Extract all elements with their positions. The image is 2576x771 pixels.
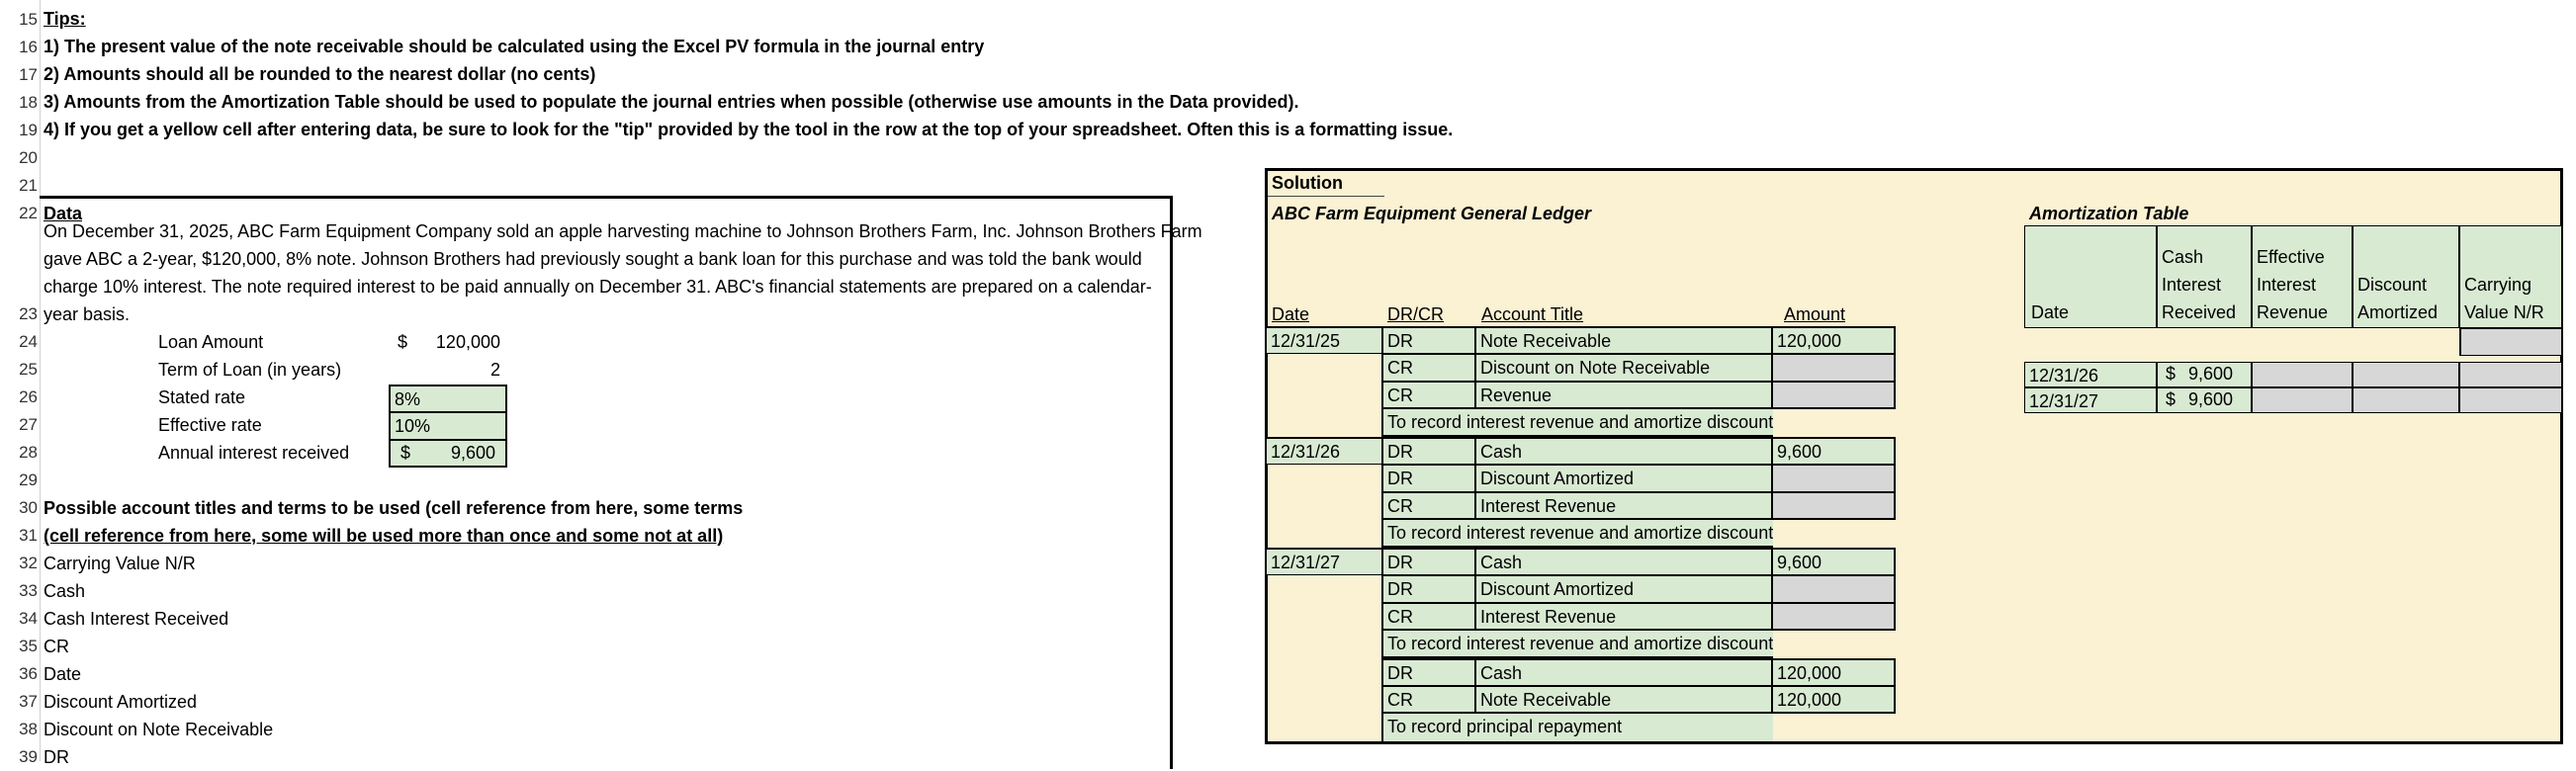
amort-carrying-cell[interactable]: [2459, 362, 2561, 387]
tip-item: 1) The present value of the note receivable should be calculated using the Excel PV formula in the journal entry: [44, 37, 985, 56]
entry-account-cell[interactable]: Interest Revenue: [1474, 603, 1773, 631]
solution-title: Solution: [1272, 173, 1343, 193]
annual-interest-currency: $: [400, 443, 411, 463]
row-number: 27: [19, 415, 38, 434]
amort-header-text: Received: [2162, 302, 2237, 322]
entry-amount-cell[interactable]: 120,000: [1771, 326, 1896, 354]
solution-title-divider: [1268, 196, 1384, 197]
amort-discount-cell[interactable]: [2353, 362, 2459, 387]
row-number: 35: [19, 637, 38, 655]
term-list-item[interactable]: Cash: [44, 581, 86, 601]
entry-drcr-cell[interactable]: CR: [1381, 492, 1476, 520]
entry-date-cell[interactable]: 12/31/27: [1267, 548, 1383, 575]
amort-date-cell[interactable]: 12/31/27: [2024, 387, 2157, 413]
entry-amount-cell[interactable]: [1771, 603, 1896, 631]
row-number: 32: [19, 554, 38, 572]
amort-cash-cell[interactable]: [2157, 362, 2252, 387]
amort-header-date: [2024, 225, 2157, 328]
term-list-item[interactable]: Date: [44, 664, 82, 684]
row-number: 29: [19, 471, 38, 489]
row-number: 38: [19, 720, 38, 738]
term-list-item[interactable]: Carrying Value N/R: [44, 554, 196, 573]
row-number: 28: [19, 443, 38, 462]
ledger-header-amount: Amount: [1784, 304, 1846, 324]
entry-drcr-cell[interactable]: DR: [1381, 326, 1476, 354]
entry-amount-cell[interactable]: 9,600: [1771, 548, 1896, 575]
entry-drcr-cell[interactable]: CR: [1381, 382, 1476, 409]
amort-header-text: Carrying: [2464, 275, 2532, 295]
tip-item: 4) If you get a yellow cell after entering data, be sure to look for the "tip" provided by the tool in the row at the top of your spreadsheet. Often this is a formatting issue.: [44, 120, 1454, 139]
row-number: 33: [19, 581, 38, 600]
effective-rate-input[interactable]: 10%: [389, 412, 507, 440]
row-number: 15: [19, 10, 38, 29]
term-value[interactable]: 2: [489, 360, 500, 380]
ledger-header-date: Date: [1272, 304, 1310, 324]
entry-date-cell[interactable]: 12/31/25: [1267, 326, 1383, 354]
row-number: 31: [19, 526, 38, 545]
entry-memo[interactable]: To record interest revenue and amortize discount: [1381, 631, 1773, 658]
amort-discount-cell[interactable]: [2353, 387, 2459, 413]
entry-amount-cell[interactable]: [1771, 575, 1896, 603]
term-label: Term of Loan (in years): [158, 360, 342, 380]
term-list-item[interactable]: DR: [44, 747, 69, 767]
term-list-item[interactable]: Discount on Note Receivable: [44, 720, 274, 739]
row-number: 22: [19, 204, 38, 222]
entry-amount-cell[interactable]: [1771, 354, 1896, 382]
row-number: 23: [19, 304, 38, 323]
ledger-header-account: Account Title: [1481, 304, 1584, 324]
amort-date-cell[interactable]: 12/31/26: [2024, 362, 2157, 387]
entry-drcr-cell[interactable]: DR: [1381, 437, 1476, 465]
entry-account-cell[interactable]: Cash: [1474, 658, 1773, 686]
entry-drcr-cell[interactable]: CR: [1381, 686, 1476, 714]
amort-header-text: Revenue: [2257, 302, 2329, 322]
entry-date-cell[interactable]: 12/31/26: [1267, 437, 1383, 465]
tips-title: Tips:: [44, 9, 86, 29]
stated-rate-input[interactable]: 8%: [389, 385, 507, 412]
data-paragraph-line: year basis.: [44, 304, 131, 324]
row-number: 36: [19, 664, 38, 683]
amort-header-cash: [2157, 225, 2252, 328]
amort-header-text: Discount: [2357, 275, 2428, 295]
entry-account-cell[interactable]: Discount Amortized: [1474, 465, 1773, 492]
amort-cash-value: 9,600: [2187, 364, 2233, 384]
amort-header-text: Interest: [2257, 275, 2317, 295]
entry-drcr-cell[interactable]: DR: [1381, 658, 1476, 686]
entry-amount-cell[interactable]: [1771, 382, 1896, 409]
annual-interest-input[interactable]: [389, 440, 507, 468]
term-list-item[interactable]: Discount Amortized: [44, 692, 198, 712]
data-title: Data: [44, 204, 83, 223]
stated-rate-label: Stated rate: [158, 387, 246, 407]
ledger-header-drcr: DR/CR: [1387, 304, 1444, 324]
entry-account-cell[interactable]: Discount on Note Receivable: [1474, 354, 1773, 382]
effective-rate-label: Effective rate: [158, 415, 262, 435]
amort-header-carrying: [2459, 225, 2561, 328]
row-number: 20: [19, 148, 38, 167]
entry-account-cell[interactable]: Note Receivable: [1474, 326, 1773, 354]
entry-account-cell[interactable]: Interest Revenue: [1474, 492, 1773, 520]
row-number: 25: [19, 360, 38, 379]
entry-amount-cell[interactable]: 120,000: [1771, 686, 1896, 714]
row-number: 37: [19, 692, 38, 711]
amort-cash-currency: $: [2166, 364, 2176, 384]
entry-drcr-cell[interactable]: CR: [1381, 603, 1476, 631]
amort-header-discount: [2353, 225, 2459, 328]
row-number: 39: [19, 747, 38, 766]
row-number: 26: [19, 387, 38, 406]
row-number: 17: [19, 65, 38, 84]
row-number: 21: [19, 176, 38, 195]
row-number: 18: [19, 93, 38, 112]
term-list-item[interactable]: Cash Interest Received: [44, 609, 229, 629]
row-number: 16: [19, 38, 38, 56]
amort-header-date-text: Date: [2031, 302, 2070, 322]
entry-drcr-cell[interactable]: DR: [1381, 465, 1476, 492]
entry-drcr-cell[interactable]: DR: [1381, 575, 1476, 603]
ledger-title: ABC Farm Equipment General Ledger: [1272, 204, 1592, 223]
entry-account-cell[interactable]: Cash: [1474, 548, 1773, 575]
data-paragraph-line: gave ABC a 2-year, $120,000, 8% note. Johnson Brothers had previously sought a bank loan for this purchase and was told the bank would: [44, 249, 1142, 269]
amort-header-text: Amortized: [2357, 302, 2439, 322]
entry-amount-cell[interactable]: [1771, 465, 1896, 492]
entry-account-cell[interactable]: Discount Amortized: [1474, 575, 1773, 603]
entry-drcr-cell[interactable]: CR: [1381, 354, 1476, 382]
entry-memo[interactable]: To record principal repayment: [1381, 714, 1773, 741]
row-number: 19: [19, 121, 38, 139]
amort-initial-carrying-cell[interactable]: [2459, 328, 2561, 356]
amort-header-text: Cash: [2162, 247, 2204, 267]
amortization-title: Amortization Table: [2029, 204, 2189, 223]
entry-account-cell[interactable]: Revenue: [1474, 382, 1773, 409]
term-list-item[interactable]: CR: [44, 637, 69, 656]
row-number: 30: [19, 498, 38, 517]
amort-header-text: Interest: [2162, 275, 2222, 295]
loan-amount-label: Loan Amount: [158, 332, 264, 352]
amort-effective-cell[interactable]: [2252, 362, 2353, 387]
row-number: 24: [19, 332, 38, 351]
possible-titles-subheading: (cell reference from here, some will be used more than once and some not at all): [44, 526, 724, 546]
entry-account-cell[interactable]: Note Receivable: [1474, 686, 1773, 714]
amort-carrying-cell[interactable]: [2459, 387, 2561, 413]
tip-item: 3) Amounts from the Amortization Table should be used to populate the journal entries when possible (otherwise use amounts in the Data provided).: [44, 92, 1299, 112]
loan-amount-value[interactable]: 120,000: [435, 332, 500, 352]
amort-header-text: Effective: [2257, 247, 2325, 267]
amort-cash-cell[interactable]: [2157, 387, 2252, 413]
entry-account-cell[interactable]: Cash: [1474, 437, 1773, 465]
entry-amount-cell[interactable]: 9,600: [1771, 437, 1896, 465]
entry-amount-cell[interactable]: 120,000: [1771, 658, 1896, 686]
loan-amount-currency: $: [398, 332, 408, 352]
entry-memo[interactable]: To record interest revenue and amortize discount: [1381, 409, 1773, 437]
data-paragraph-line: On December 31, 2025, ABC Farm Equipment Company sold an apple harvesting machine to Johnson Brothers Farm, Inc. Johnson Brothers Farm: [44, 221, 1202, 241]
tip-item: 2) Amounts should all be rounded to the nearest dollar (no cents): [44, 64, 596, 84]
annual-interest-value: 9,600: [450, 443, 495, 463]
data-paragraph-line: charge 10% interest. The note required interest to be paid annually on December 31. ABC's financial statements are prepared on a calendar-: [44, 277, 1152, 297]
row-number: 34: [19, 609, 38, 628]
entry-drcr-cell[interactable]: DR: [1381, 548, 1476, 575]
possible-titles-heading: Possible account titles and terms to be used (cell reference from here, some terms: [44, 498, 744, 518]
amort-header-effective: [2252, 225, 2353, 328]
amort-cash-value: 9,600: [2187, 389, 2233, 409]
entry-amount-cell[interactable]: [1771, 492, 1896, 520]
entry-memo[interactable]: To record interest revenue and amortize discount: [1381, 520, 1773, 548]
amort-header-text: Value N/R: [2464, 302, 2544, 322]
amort-cash-currency: $: [2166, 389, 2176, 409]
annual-interest-label: Annual interest received: [158, 443, 350, 463]
amort-effective-cell[interactable]: [2252, 387, 2353, 413]
